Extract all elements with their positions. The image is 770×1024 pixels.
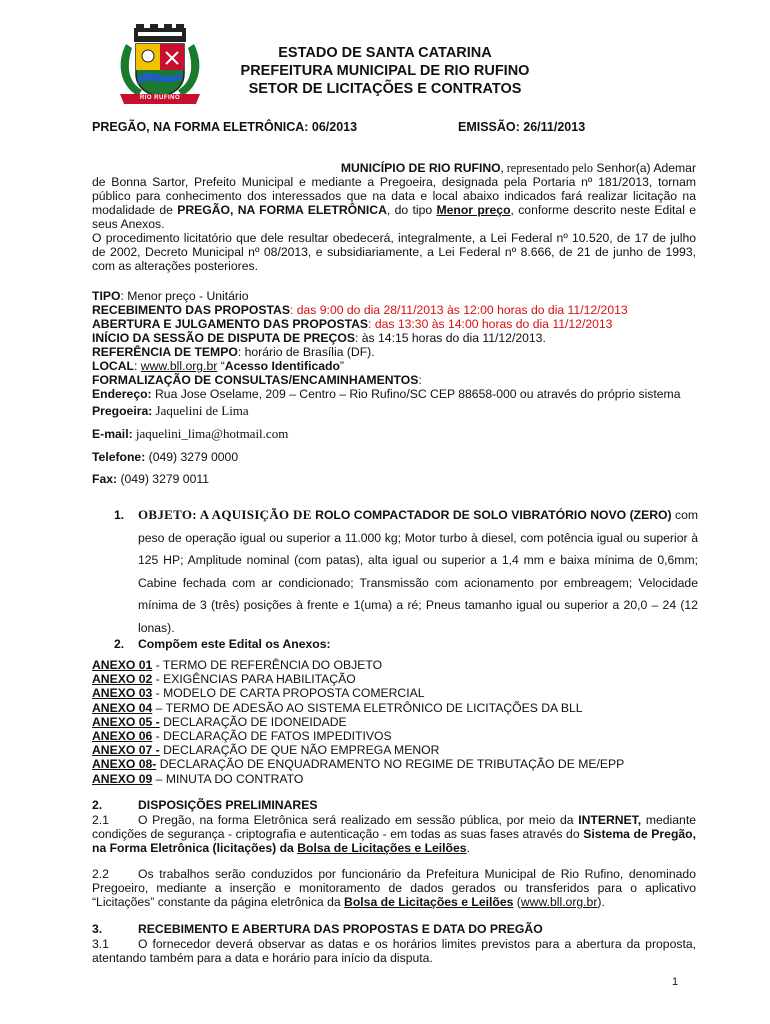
anexo-text: DECLARAÇÃO DE ENQUADRAMENTO NO REGIME DE TRIBUTAÇÃO DE ME/EPP [156,757,625,772]
local-quote-open: “ [217,359,225,374]
list-item [92,729,624,743]
section-2-2 [92,867,696,909]
email-value[interactable]: jaquelini_lima@hotmail.com [132,426,289,442]
section-2-2-end: ). [597,895,605,910]
email-label: E-mail: [92,427,133,442]
section-2-1-sistema: Sistema de Pregão, na Forma Eletrônica (licitações) da [92,827,696,856]
header-setor: SETOR DE LICITAÇÕES E CONTRATOS [248,81,522,97]
objeto-title: ROLO COMPACTADOR DE SOLO VIBRATÓRIO NOVO [311,508,627,522]
pregao-number: PREGÃO, NA FORMA ELETRÔNICA: 06/2013 [92,120,358,134]
intro-modalidade: PREGÃO, NA FORMA ELETRÔNICA [177,203,387,218]
telefone-label: Telefone: [92,450,146,465]
local-link[interactable]: www.bll.org.br [140,359,218,374]
objeto-label: OBJETO: A AQUISIÇÃO DE [138,507,312,522]
section-2-1-text-b: mediante condições de segurança - criptografia e autenticação - em todas as suas fases através do [92,813,696,842]
header-prefeitura: PREFEITURA MUNICIPAL DE RIO RUFINO [240,63,530,79]
section-2-title: DISPOSIÇÕES PRELIMINARES [138,798,318,812]
crest-motto: RIO RUFINO [139,95,181,101]
recebimento-value: : das 9:00 do dia 28/11/2013 às 12:00 horas do dia 11/12/2013 [289,303,628,318]
fax-label: Fax: [92,472,118,487]
inicio-label: INÍCIO DA SESSÃO DE DISPUTA DE PREÇOS [92,331,355,346]
anexo-label: ANEXO 04 [92,700,153,715]
section-2-1-bolsa: Bolsa de Licitações e Leilões [297,841,467,856]
intro-text-1: de Bonna Sartor, Prefeito Municipal e mediante a Pregoeira, designada pela Portaria nº 181/2013, tornam público para conhecimento dos interessados que na data e local abaixo indicados fará realizar licitação na modalidade de [92,175,696,218]
abertura-label: ABERTURA E JULGAMENTO DAS PROPOSTAS [92,317,369,332]
section-2-1-internet: INTERNET, [578,813,642,827]
referencia-label: REFERÊNCIA DE TEMPO [92,345,238,360]
objeto-number: 1. [114,508,125,522]
anexo-text: - MODELO DE CARTA PROPOSTA COMERCIAL [152,686,425,701]
list-item [92,772,624,786]
recebimento-label: RECEBIMENTO DAS PROPOSTAS [92,303,290,318]
emission-date: EMISSÃO: 26/11/2013 [458,120,586,134]
list-item [92,658,624,672]
section-3-1-text: O fornecedor deverá observar as datas e os horários limites previstos para a abertura da proposta, atentando também para a data e horário para início da disputa. [92,937,696,966]
intro-senhor: Senhor(a) Ademar [593,161,696,175]
anexo-text: - DECLARAÇÃO DE FATOS IMPEDITIVOS [152,729,392,744]
section-2-2-text-b: ( [513,895,521,910]
list-item [92,701,624,715]
pregoeira-value: Jaquelini de Lima [152,403,249,419]
info-block [92,289,696,486]
municipio-name: MUNICÍPIO DE RIO RUFINO [340,161,501,175]
endereco-label: Endereço: [92,387,152,402]
section-2-1 [92,813,696,855]
local-sep: : [133,359,141,374]
local-label: LOCAL [92,359,134,374]
page-number: 1 [672,976,679,988]
header-state: ESTADO DE SANTA CATARINA [278,45,492,61]
anexo-text: – MINUTA DO CONTRATO [152,771,304,786]
list-item [92,672,624,686]
anexo-text: DECLARAÇÃO DE QUE NÃO EMPREGA MENOR [159,743,440,758]
endereco-value: Rua Jose Oselame, 209 – Centro – Rio Rufino/SC CEP 88658-000 ou através do próprio sistema [151,387,681,402]
anexo-text: - EXIGÊNCIAS PARA HABILITAÇÃO [152,672,356,687]
section-2-2-text-a: Os trabalhos serão conduzidos por funcionário da Prefeitura Municipal de Rio Rufino, denominado Pregoeiro, mediante a inserção e monitoramento de dados gerados ou transferidos para o aplicativo “Licitações” constante da página eletrônica da [92,867,696,910]
abertura-value: : das 13:30 às 14:00 horas do dia 11/12/2013 [368,317,613,332]
pregoeira-label: Pregoeira: [92,404,153,419]
anexo-label: ANEXO 09 [92,771,153,786]
document-header [0,44,770,98]
referencia-value: : horário de Brasília (DF). [237,345,375,360]
intro-text-3: , conforme descrito neste Edital e seus Anexos. [92,203,696,232]
tipo-value: : Menor preço - Unitário [120,289,249,303]
anexos-number: 2. [114,637,125,651]
section-3-number: 3. [92,922,103,936]
fax-value: (049) 3279 0011 [117,472,209,487]
anexos-heading: Compõem este Edital os Anexos: [138,637,331,651]
anexo-label: ANEXO 07 - [92,743,160,758]
anexo-label: ANEXO 03 [92,686,153,701]
anexo-text: - TERMO DE REFERÊNCIA DO OBJETO [152,658,383,672]
list-item [92,743,624,757]
section-2-1-number: 2.1 [92,813,109,827]
local-quote-close: ” [339,359,344,374]
anexo-text: – TERMO DE ADESÃO AO SISTEMA ELETRÔNICO DE LICITAÇÕES DA BLL [152,700,583,715]
section-2-2-number: 2.2 [92,867,109,881]
formalizacao-label: FORMALIZAÇÃO DE CONSULTAS/ENCAMINHAMENTOS [92,373,419,388]
list-item [92,686,624,700]
inicio-value: : às 14:15 horas do dia 11/12/2013. [354,331,546,346]
intro-text-2: , do tipo [386,203,437,218]
section-2-1-text-a: O Pregão, na forma Eletrônica será realizado em sessão pública, por meio da [138,813,579,827]
anexo-label: ANEXO 01 [92,658,153,672]
formalizacao-sep: : [418,373,422,388]
intro-paragraph [92,161,696,273]
objeto-text: com peso de operação igual ou superior a 11.000 kg; Motor turbo à diesel, com potência igual ou superior à 125 HP; Amplitude nominal (com patas), alta igual ou superior a 1,4 mm e baixa mínima de 0,6mm; Cabine fechada com ar condicionado; Transmissão com acionamento por embreagem; Velocidade mínima de 3 (três) posições à frente e 1(uma) a ré; Pneus tamanho igual ou superior a 20,0 – 24 (12 lonas). [138,508,698,635]
anexo-label: ANEXO 02 [92,672,153,687]
section-2-1-end: . [466,841,470,856]
telefone-value: (049) 3279 0000 [145,450,239,465]
local-value: Acesso Identificado [224,359,340,374]
list-item [92,757,624,771]
objeto-zero: (ZERO) [629,508,672,522]
intro-rep: , representado pelo [500,161,594,175]
anexo-text: DECLARAÇÃO DE IDONEIDADE [159,714,347,729]
section-2-2-link[interactable]: www.bll.org.br [520,895,598,910]
section-2-2-bolsa: Bolsa de Licitações e Leilões [344,895,514,910]
section-2-number: 2. [92,798,103,812]
tipo-label: TIPO [92,289,121,303]
intro-tipo: Menor preço [436,203,511,218]
section-3-1 [92,937,696,965]
anexo-label: ANEXO 08- [92,757,157,772]
anexos-list [92,658,624,786]
intro-paragraph-2: O procedimento licitatório que dele resultar obedecerá, integralmente, a Lei Federal nº 10.520, de 17 de julho de 2002, Decreto Municipal nº 08/2013, e subsidiariamente, a Lei Federal nº 8.666, de 21 de junho de 1993, com as alterações posteriores. [92,231,696,274]
list-item [92,715,624,729]
section-3-1-number: 3.1 [92,937,109,951]
anexo-label: ANEXO 06 [92,729,153,744]
objeto-section [138,504,698,639]
anexo-label: ANEXO 05 - [92,714,160,729]
section-3-title: RECEBIMENTO E ABERTURA DAS PROPOSTAS E DATA DO PREGÃO [138,922,543,936]
